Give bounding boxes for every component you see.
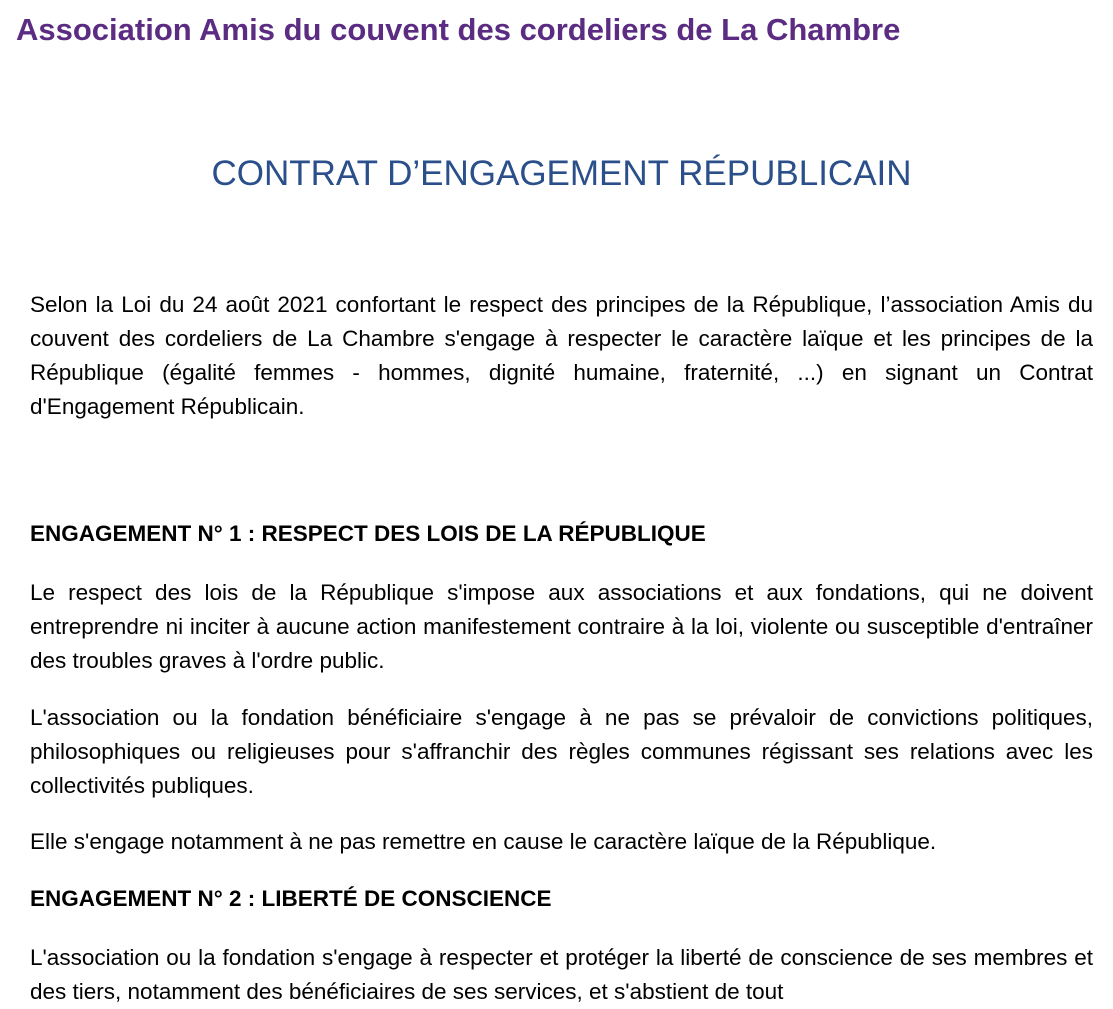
section-1-paragraph-3: Elle s'engage notamment à ne pas remettre en cause le caractère laïque de la République. <box>30 829 937 854</box>
document-title: CONTRAT D’ENGAGEMENT RÉPUBLICAIN <box>211 154 912 193</box>
section-1-paragraph-2: L'association ou la fondation bénéficiaire s'engage à ne pas se prévaloir de convictions politiques, philosophiques ou religieuses pour s'affranchir des règles communes régissant ses relations avec les collectivités publiques. <box>30 705 1093 798</box>
section-2-paragraph-1-block <box>30 941 1093 1009</box>
section-2-paragraph-1: L'association ou la fondation s'engage à respecter et protéger la liberté de conscience de ses membres et des tiers, notamment des bénéficiaires de ses services, et s'abstient de tout <box>30 945 1093 1004</box>
section-1-paragraph-2-block <box>30 701 1093 803</box>
organization-header: Association Amis du couvent des cordeliers de La Chambre <box>16 12 901 47</box>
intro-paragraph: Selon la Loi du 24 août 2021 confortant le respect des principes de la République, l’association Amis du couvent des cordeliers de La Chambre s'engage à respecter le caractère laïque et les principes de la République (égalité femmes - hommes, dignité humaine, fraternité, ...) en signant un Contrat d'Engagement Républicain. <box>30 292 1093 419</box>
section-1-paragraph-1: Le respect des lois de la République s'impose aux associations et aux fondations, qui ne doivent entreprendre ni inciter à aucune action manifestement contraire à la loi, violente ou susceptible d'entraîner des troubles graves à l'ordre public. <box>30 580 1093 673</box>
section-2-heading: ENGAGEMENT N° 2 : LIBERTÉ DE CONSCIENCE <box>30 886 552 911</box>
section-1-paragraph-3-block <box>30 825 1093 859</box>
section-1-heading: ENGAGEMENT N° 1 : RESPECT DES LOIS DE LA RÉPUBLIQUE <box>30 521 706 546</box>
section-2-heading-block <box>30 882 1093 916</box>
section-1-heading-block <box>30 517 1093 551</box>
section-1-paragraph-1-block <box>30 576 1093 678</box>
intro-paragraph-block <box>30 288 1093 424</box>
